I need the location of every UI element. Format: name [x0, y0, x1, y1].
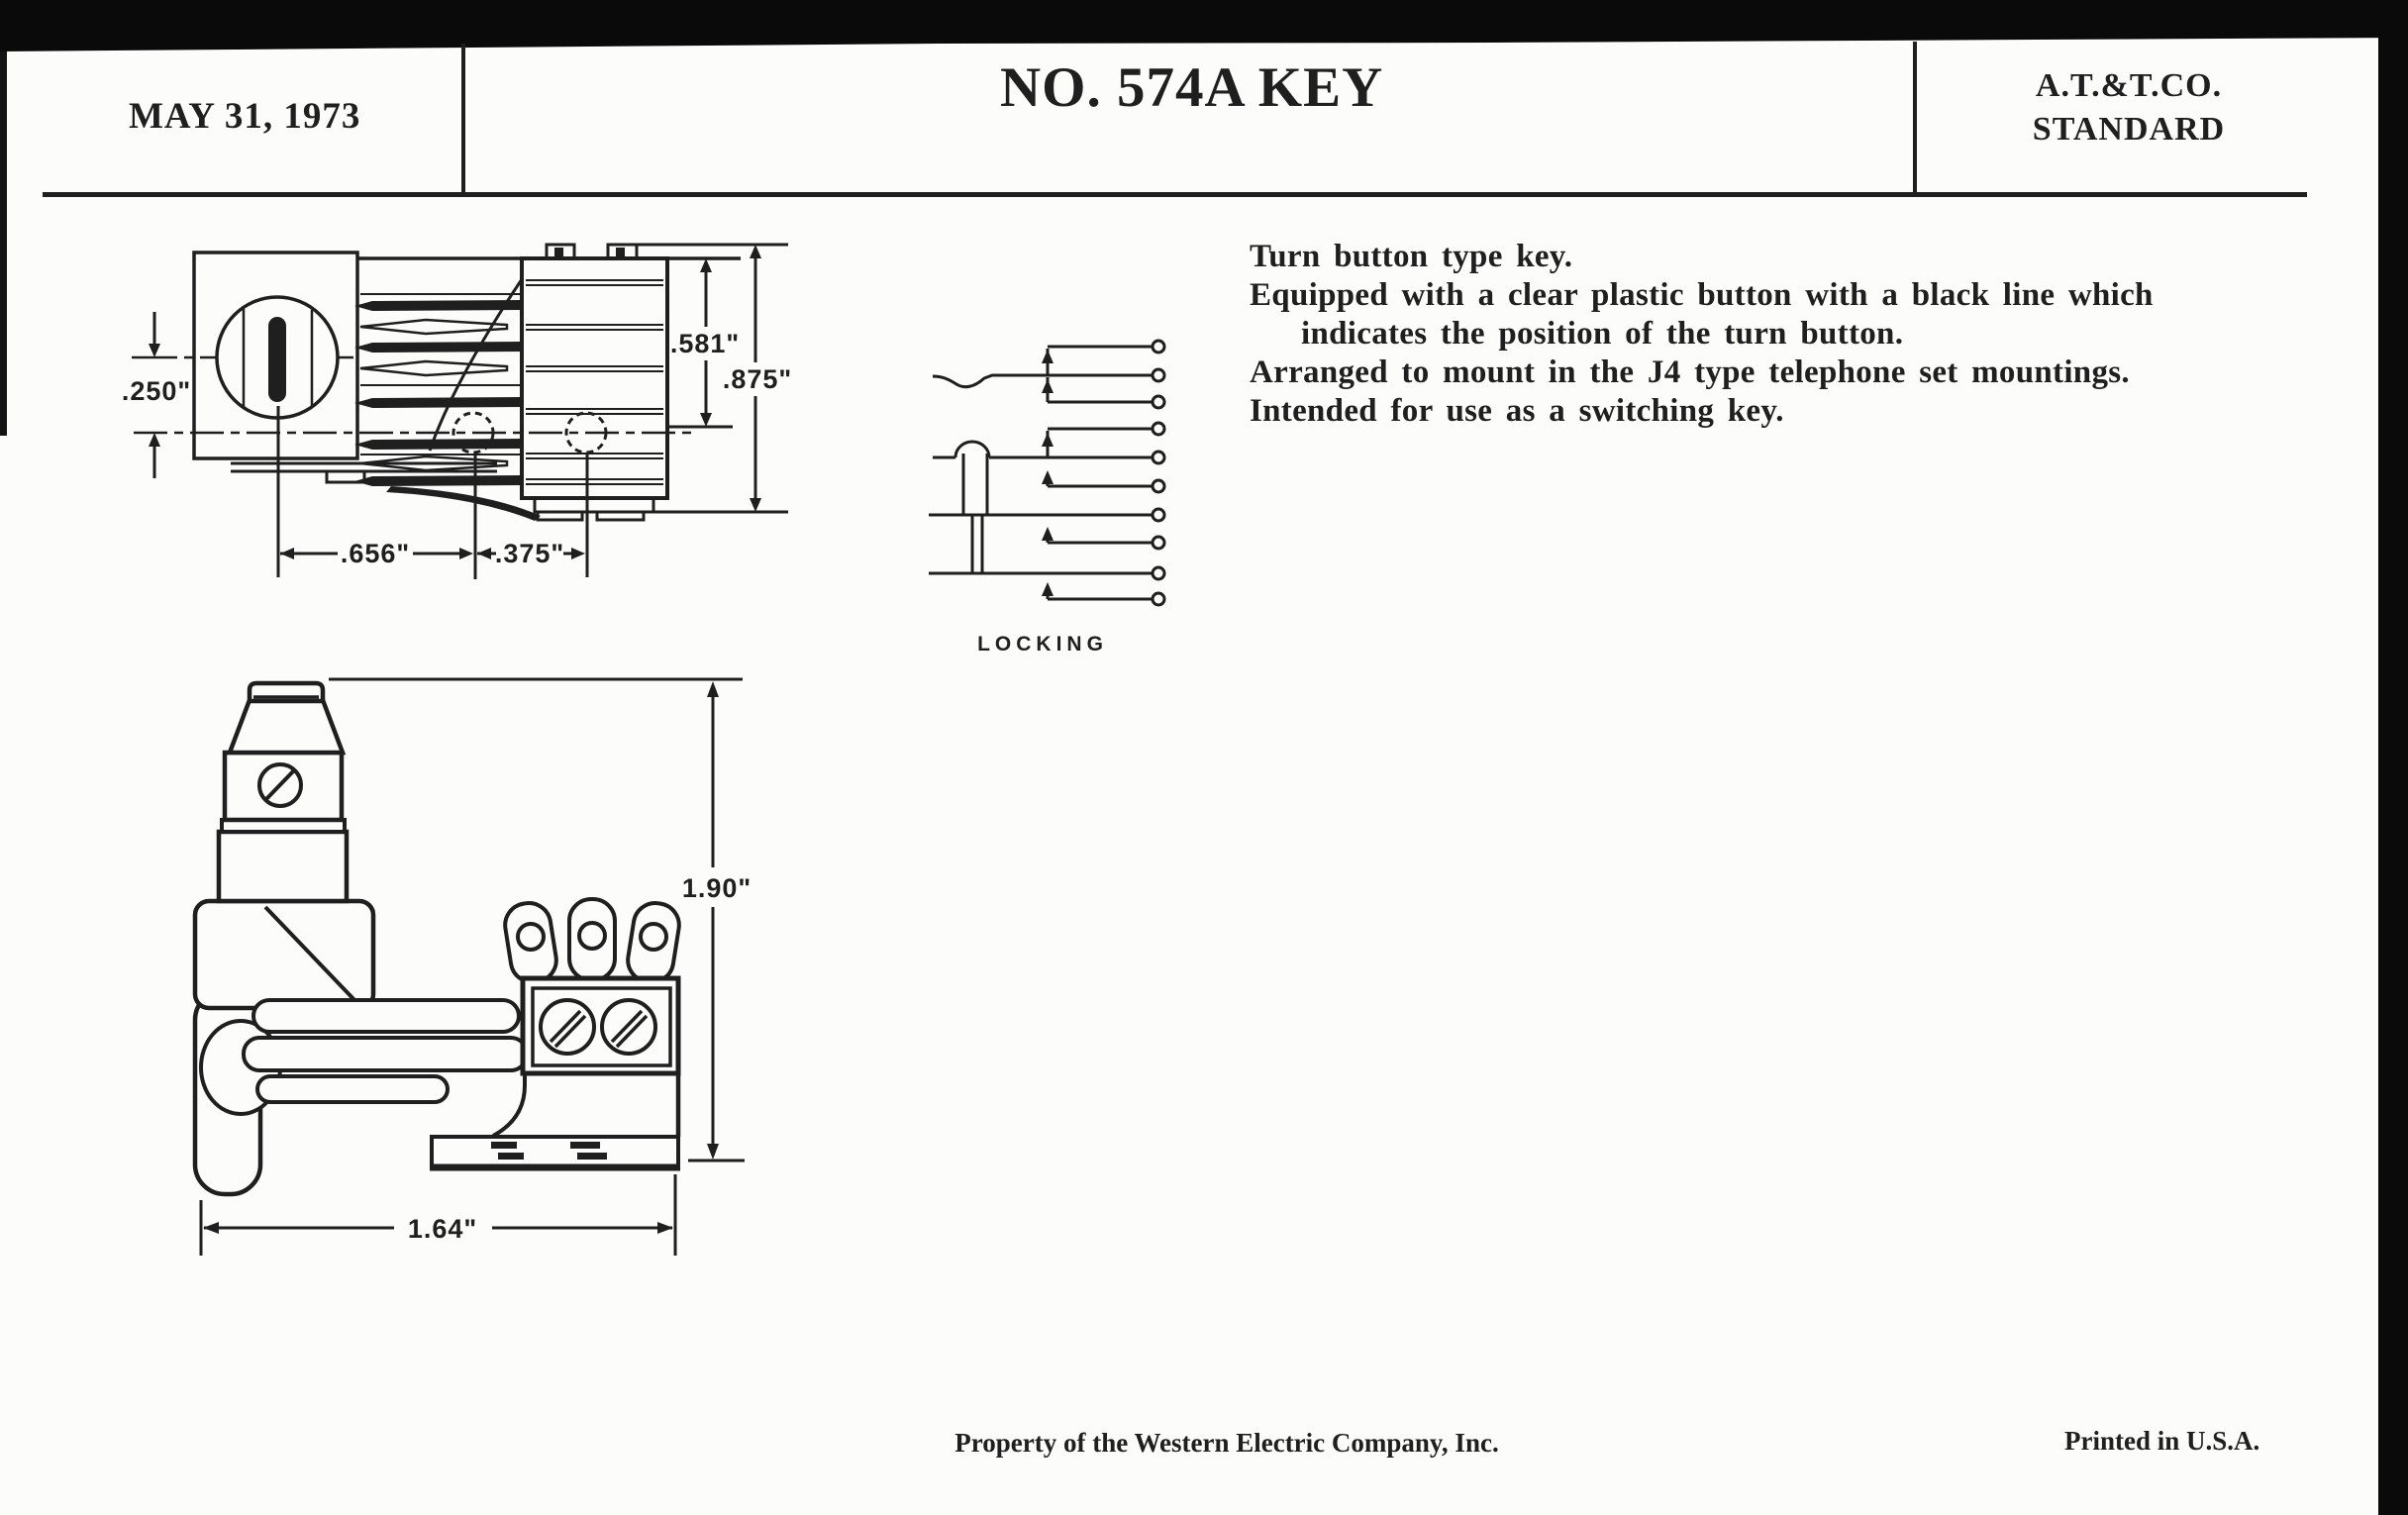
- dim-250-label: .250": [121, 376, 192, 406]
- description-line: Equipped with a clear plastic button with a black line which: [1250, 277, 2154, 313]
- dim-656-label: .656": [340, 539, 411, 568]
- header-date: MAY 31, 1973: [129, 96, 361, 137]
- org-name: A.T.&T.CO.: [2035, 67, 2223, 104]
- description-line: Turn button type key.: [1250, 239, 1573, 274]
- header-divider-right: [1913, 42, 1917, 192]
- dim-581-label: .581": [669, 329, 741, 358]
- dim-875-label: .875": [722, 364, 793, 394]
- side-view-drawing: [119, 644, 802, 1287]
- dim-375-label: .375": [494, 539, 565, 568]
- scan-edge-left: [0, 38, 7, 436]
- description-line: indicates the position of the turn button.: [1301, 316, 1904, 352]
- footer-property: Property of the Western Electric Company, Inc.: [954, 1428, 1499, 1458]
- top-view-drawing: [89, 228, 822, 584]
- footer-printed: Printed in U.S.A.: [2064, 1426, 2260, 1456]
- dim-190-label: 1.90": [681, 873, 752, 903]
- description-block: [1250, 238, 2269, 431]
- description-line: Arranged to mount in the J4 type telephone set mountings.: [1250, 354, 2130, 390]
- header-rule: [43, 192, 2307, 197]
- locking-caption: LOCKING: [977, 633, 1108, 656]
- dim-164-label: 1.64": [407, 1214, 478, 1244]
- page-title: NO. 574A KEY: [1000, 56, 1384, 119]
- locking-schematic: [911, 327, 1178, 663]
- scan-band-right: [2378, 0, 2408, 1515]
- header-divider-left: [461, 44, 465, 194]
- org-standard: STANDARD: [2032, 111, 2226, 148]
- contact-arrows: [1042, 350, 1054, 596]
- description-line: Intended for use as a switching key.: [1250, 393, 1784, 429]
